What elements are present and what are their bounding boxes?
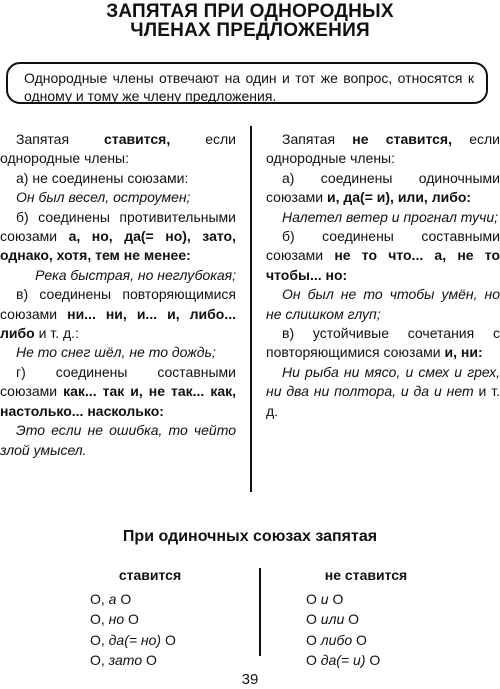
- table-row: О, а О: [90, 590, 132, 607]
- page-title-line-2: ЧЛЕНАХ ПРЕДЛОЖЕНИЯ: [130, 20, 370, 41]
- comma-not-used-column: [266, 130, 500, 421]
- example-d: Это если не ошибка, то чейто злой умысел.: [0, 422, 236, 458]
- comma-not-used-header: не ставится: [324, 567, 408, 583]
- rule-b-right: б) соединены составными союзами не то что... а, не то чтобы... но:: [266, 228, 500, 283]
- table-row: О либо О: [306, 631, 367, 648]
- example-b-right: Он был не то чтобы умён, но не слишком глуп;: [266, 286, 500, 322]
- definition-box: Однородные члены отвечают на один и тот же вопрос, относятся к одному и тому же члену предложения.: [6, 62, 488, 104]
- example-a-right: Налетел ветер и прогнал тучи;: [282, 208, 499, 225]
- rule-c-right: в) устойчивые сочетания с повторяющимися союзами и, ни:: [266, 325, 500, 361]
- example-a: Он был весел, остроумен;: [16, 189, 191, 206]
- page-number: 39: [241, 671, 259, 688]
- table-row: О, да(= но) О: [90, 631, 176, 648]
- comma-used-header: ставится: [118, 567, 182, 583]
- example-c-right: Ни рыба ни мясо, и смех и грех, ни два ни полтора, и да и нет и т. д.: [266, 363, 500, 419]
- rule-a: а) не соединены союзами:: [16, 169, 189, 186]
- comma-not-used-intro: Запятая не ставится, если однородные члены:: [266, 131, 500, 167]
- rule-c: в) соединены повторяющимися союзами ни... ни, и... и, либо... либо и т. д.:: [0, 286, 236, 342]
- table-row: О да(= и) О: [306, 652, 381, 668]
- table-title: При одиночных союзах запятая: [122, 528, 378, 545]
- table-row: О, но О: [90, 611, 139, 627]
- example-c: Не то снег шёл, не то дождь;: [16, 344, 216, 361]
- rule-b: б) соединены противительными союзами а, но, да(= но), зато, однако, хотя, тем не менее:: [0, 208, 236, 264]
- page-title: [0, 2, 500, 40]
- example-b: Река быстрая, но неглубокая;: [35, 266, 236, 283]
- comma-used-column: [0, 130, 236, 460]
- rule-a-right: а) соединены одиночными союзами и, да(= и), или, либо:: [266, 169, 500, 206]
- rule-d: г) соединены составными союзами как... так и, не так... как, настолько... насколько:: [0, 363, 237, 419]
- table-row: О, зато О: [90, 652, 157, 668]
- comma-used-table: [90, 565, 210, 671]
- table-row: О или О: [306, 611, 360, 627]
- page-title-line-1: ЗАПЯТАЯ ПРИ ОДНОРОДНЫХ: [106, 1, 394, 22]
- comma-not-used-table: [306, 565, 426, 671]
- comma-used-intro: Запятая ставится, если однородные члены:: [0, 131, 237, 167]
- column-divider: [250, 126, 252, 492]
- table-divider: [259, 568, 261, 656]
- table-row: О и О: [306, 590, 344, 607]
